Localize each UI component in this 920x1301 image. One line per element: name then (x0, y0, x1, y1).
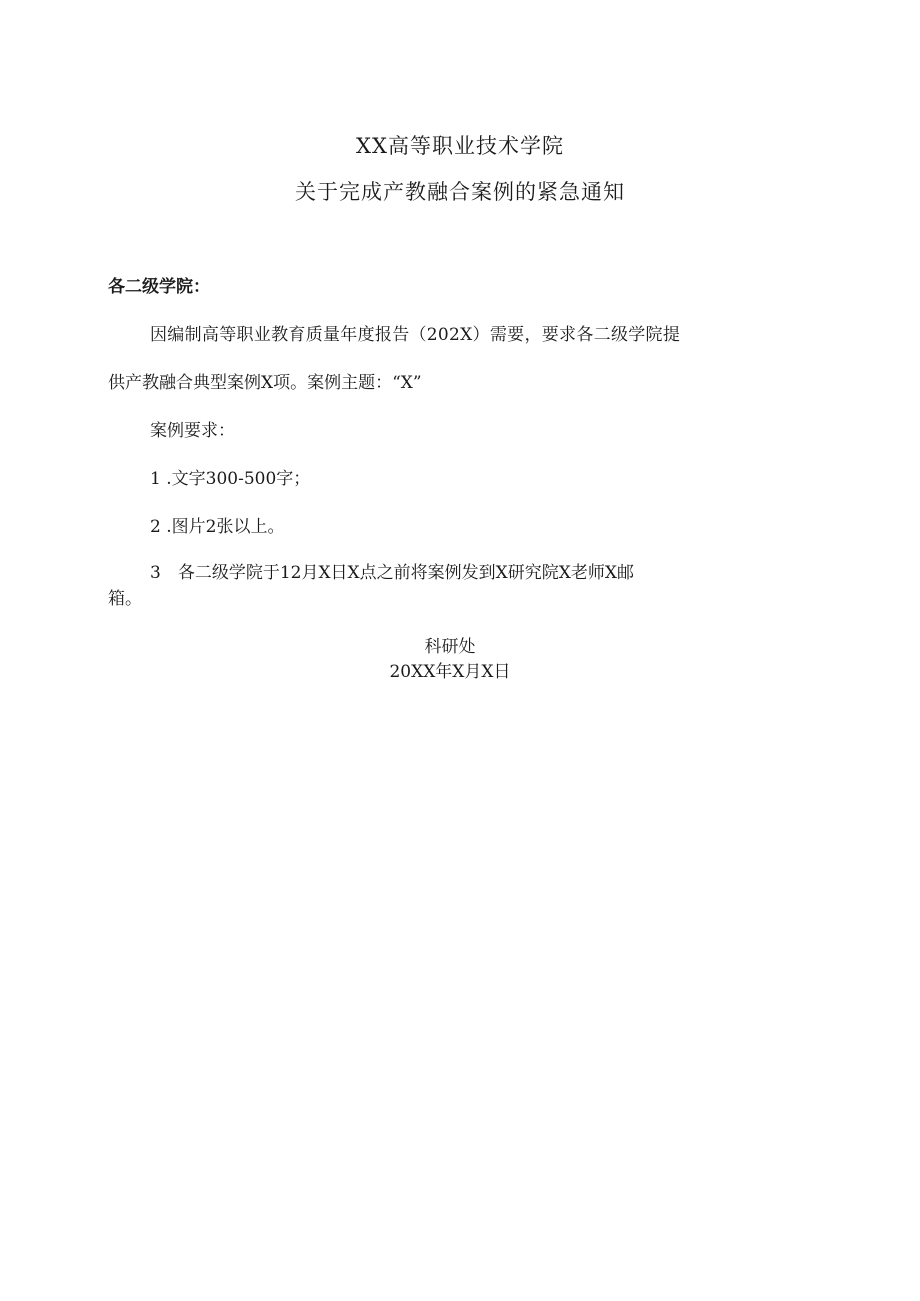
requirements-title: 案例要求： (150, 421, 235, 441)
paragraph-line-1: 因编制高等职业教育质量年度报告（202X）需要，要求各二级学院提 (150, 325, 681, 345)
requirement-item-2: 2 .图片2张以上。 (150, 517, 285, 537)
salutation: 各二级学院： (108, 277, 210, 297)
signature-date: 20XX年X月X日 (389, 662, 511, 682)
requirement-item-3-line-1: 3 各二级学院于12月X日X点之前将案例发到X研究院X老师X邮 (150, 563, 634, 583)
document-title-line-2: 关于完成产教融合案例的紧急通知 (295, 180, 625, 204)
requirement-item-3-line-2: 箱。 (108, 589, 142, 609)
paragraph-line-2: 供产教融合典型案例X项。案例主题：“X” (108, 373, 422, 393)
document-title-line-1: XX高等职业技术学院 (356, 134, 564, 158)
requirement-item-1: 1 .文字300-500字； (150, 469, 311, 489)
signature-organization: 科研处 (424, 637, 476, 657)
